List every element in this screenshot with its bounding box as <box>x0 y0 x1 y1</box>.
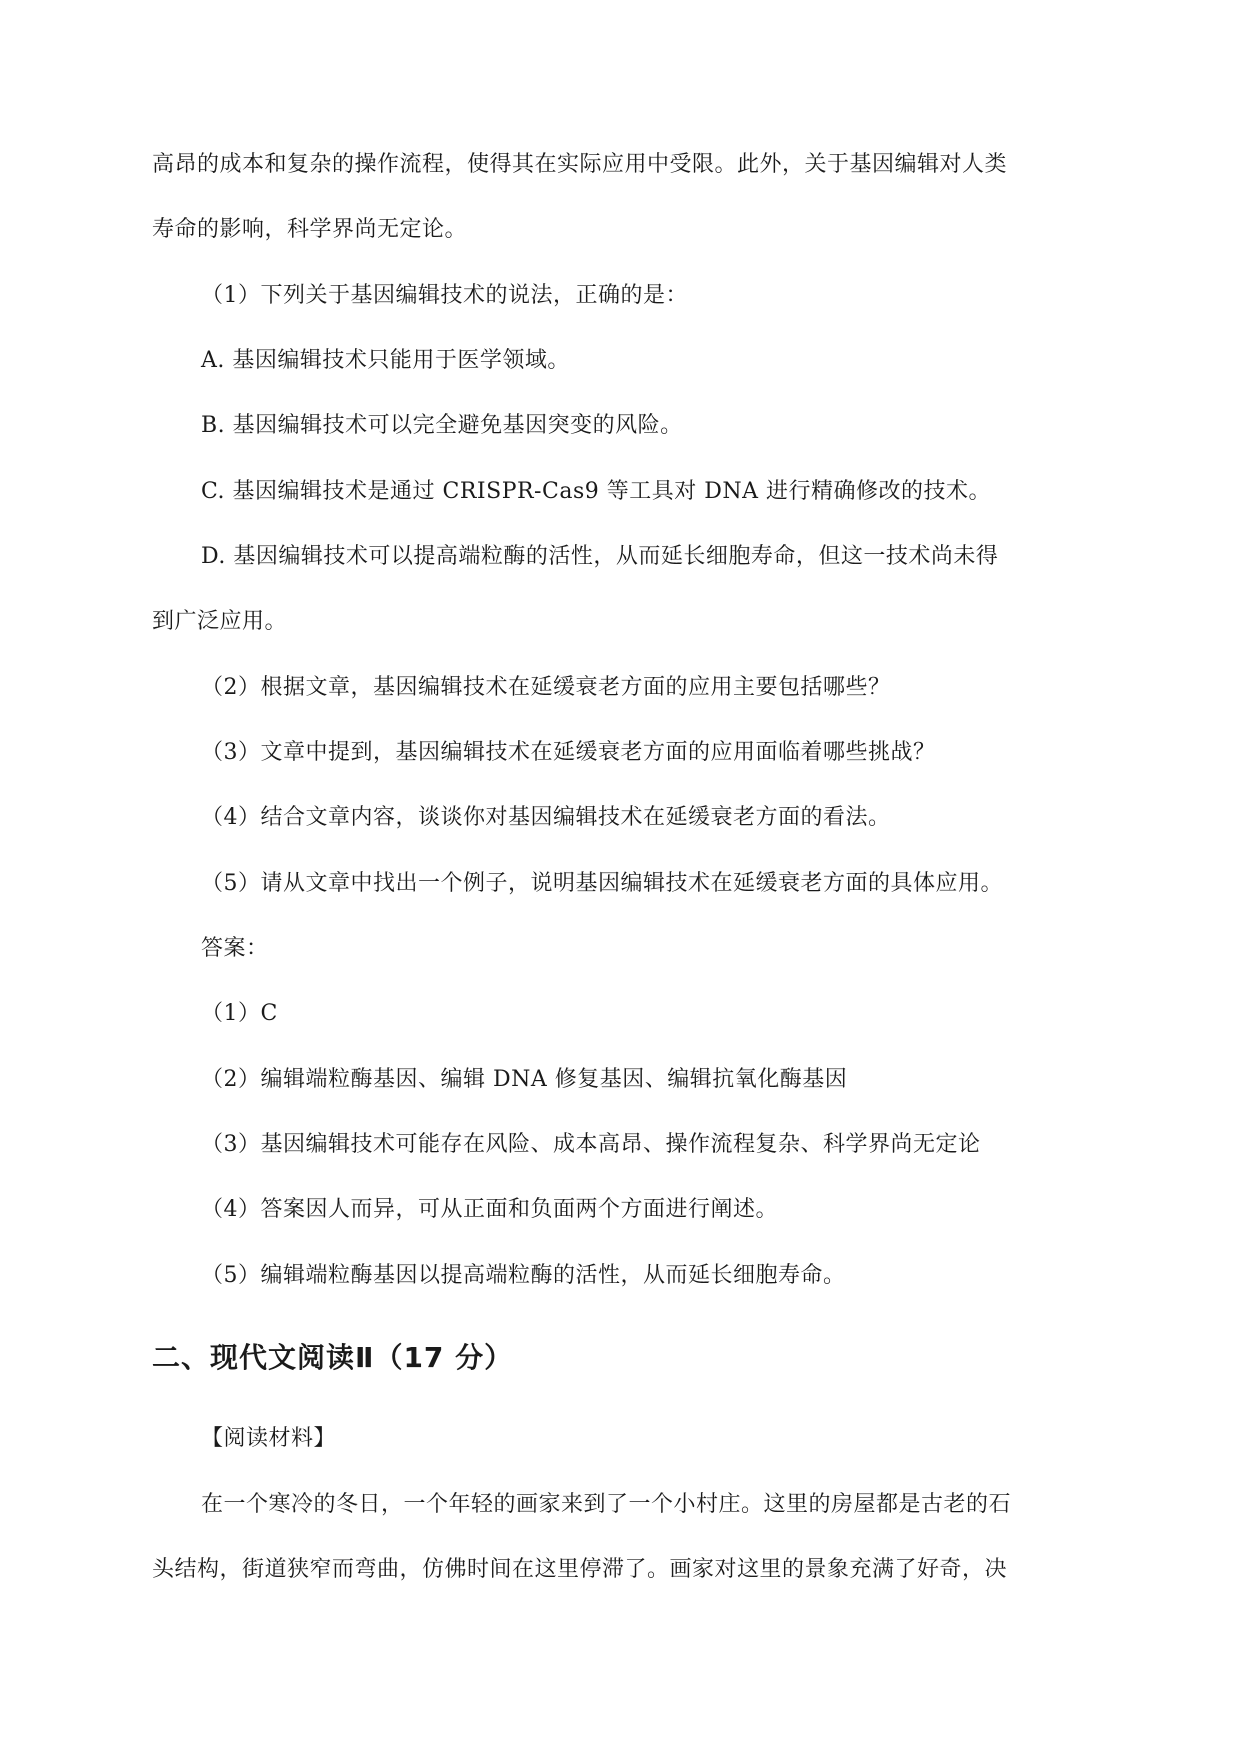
question-5: （5）请从文章中找出一个例子，说明基因编辑技术在延缓衰老方面的具体应用。 <box>201 871 1003 896</box>
reading-paragraph-line: 头结构，街道狭窄而弯曲，仿佛时间在这里停滞了。画家对这里的景象充满了好奇，决 <box>152 1557 1008 1582</box>
question-2: （2）根据文章，基因编辑技术在延缓衰老方面的应用主要包括哪些？ <box>201 675 891 700</box>
reading-paragraph-line: 在一个寒冷的冬日，一个年轻的画家来到了一个小村庄。这里的房屋都是古老的石 <box>201 1492 1012 1517</box>
question-1-option-c: C. 基因编辑技术是通过 CRISPR-Cas9 等工具对 DNA 进行精确修改的技术。 <box>201 479 991 504</box>
answer-4: （4）答案因人而异，可从正面和负面两个方面进行阐述。 <box>201 1197 778 1222</box>
question-4: （4）结合文章内容，谈谈你对基因编辑技术在延缓衰老方面的看法。 <box>201 805 891 830</box>
answers-label: 答案： <box>201 936 269 961</box>
material-label: 【阅读材料】 <box>201 1426 337 1451</box>
section-heading: 二、现代文阅读Ⅱ（17 分） <box>152 1341 514 1374</box>
answer-3: （3）基因编辑技术可能存在风险、成本高昂、操作流程复杂、科学界尚无定论 <box>201 1132 981 1157</box>
question-3: （3）文章中提到，基因编辑技术在延缓衰老方面的应用面临着哪些挑战？ <box>201 740 936 765</box>
question-1-option-d-cont: 到广泛应用。 <box>152 609 288 634</box>
answer-2: （2）编辑端粒酶基因、编辑 DNA 修复基因、编辑抗氧化酶基因 <box>201 1067 848 1092</box>
question-1-option-d: D. 基因编辑技术可以提高端粒酶的活性，从而延长细胞寿命，但这一技术尚未得 <box>201 544 999 569</box>
passage-line: 高昂的成本和复杂的操作流程，使得其在实际应用中受限。此外，关于基因编辑对人类 <box>152 152 1008 177</box>
answer-1: （1）C <box>201 1001 278 1026</box>
question-1-stem: （1）下列关于基因编辑技术的说法，正确的是： <box>201 283 688 308</box>
question-1-option-a: A. 基因编辑技术只能用于医学领域。 <box>201 348 570 373</box>
answer-5: （5）编辑端粒酶基因以提高端粒酶的活性，从而延长细胞寿命。 <box>201 1263 846 1288</box>
question-1-option-b: B. 基因编辑技术可以完全避免基因突变的风险。 <box>201 413 683 438</box>
passage-line: 寿命的影响，科学界尚无定论。 <box>152 217 468 242</box>
